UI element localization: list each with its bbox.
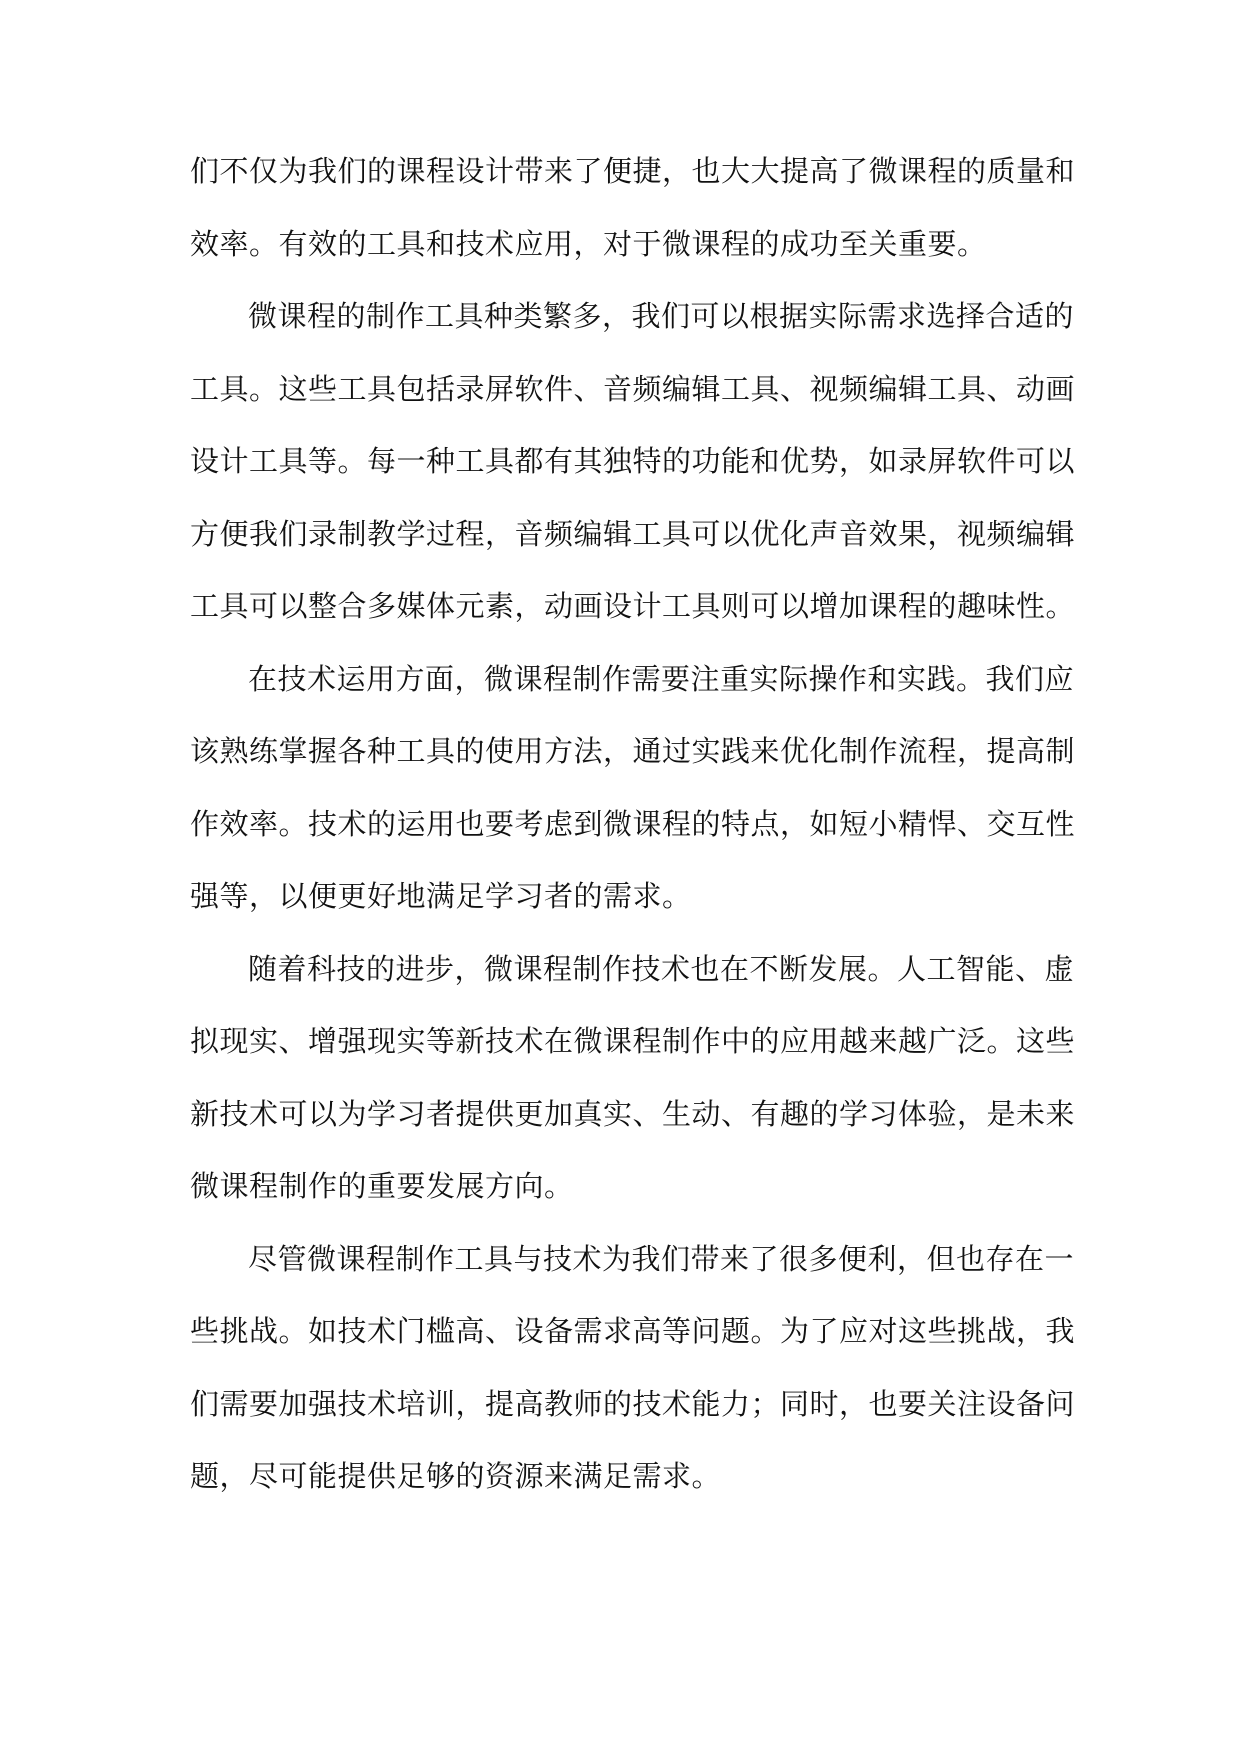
text-line: 在技术运用方面，微课程制作需要注重实际操作和实践。我们应: [248, 661, 1075, 696]
paragraph-4: [190, 933, 1076, 1223]
document-body: [190, 135, 1076, 1513]
text-line: 微课程的制作工具种类繁多，我们可以根据实际需求选择合适的: [248, 299, 1075, 333]
paragraph-2: [190, 280, 1076, 643]
text-line: 设计工具等。每一种工具都有其独特的功能和优势，如录屏软件可以: [190, 444, 1076, 478]
text-line: 效率。有效的工具和技术应用，对于微课程的成功至关重要。: [190, 226, 987, 261]
paragraph-3: [190, 643, 1076, 933]
text-line: 随着科技的进步，微课程制作技术也在不断发展。人工智能、虚: [248, 951, 1075, 986]
text-line: 微课程制作的重要发展方向。: [190, 1169, 574, 1203]
text-line: 强等，以便更好地满足学习者的需求。: [190, 879, 692, 913]
text-line: 新技术可以为学习者提供更加真实、生动、有趣的学习体验，是未来: [190, 1096, 1076, 1131]
text-line: 些挑战。如技术门槛高、设备需求高等问题。为了应对这些挑战，我: [190, 1314, 1076, 1348]
paragraph-5: [190, 1223, 1076, 1513]
text-line: 们需要加强技术培训，提高教师的技术能力；同时，也要关注设备问: [190, 1386, 1076, 1421]
text-line: 该熟练掌握各种工具的使用方法，通过实践来优化制作流程，提高制: [190, 734, 1076, 768]
text-line: 作效率。技术的运用也要考虑到微课程的特点，如短小精悍、交互性: [190, 806, 1076, 841]
text-line: 工具。这些工具包括录屏软件、音频编辑工具、视频编辑工具、动画: [190, 371, 1076, 406]
text-line: 们不仅为我们的课程设计带来了便捷，也大大提高了微课程的质量和: [190, 154, 1076, 188]
text-line: 工具可以整合多媒体元素，动画设计工具则可以增加课程的趣味性。: [190, 589, 1076, 623]
text-line: 拟现实、增强现实等新技术在微课程制作中的应用越来越广泛。这些: [190, 1024, 1076, 1058]
text-line: 题，尽可能提供足够的资源来满足需求。: [190, 1459, 722, 1493]
text-line: 尽管微课程制作工具与技术为我们带来了很多便利，但也存在一: [248, 1241, 1075, 1276]
paragraph-1: [190, 135, 1076, 280]
text-line: 方便我们录制教学过程，音频编辑工具可以优化声音效果，视频编辑: [190, 516, 1076, 551]
